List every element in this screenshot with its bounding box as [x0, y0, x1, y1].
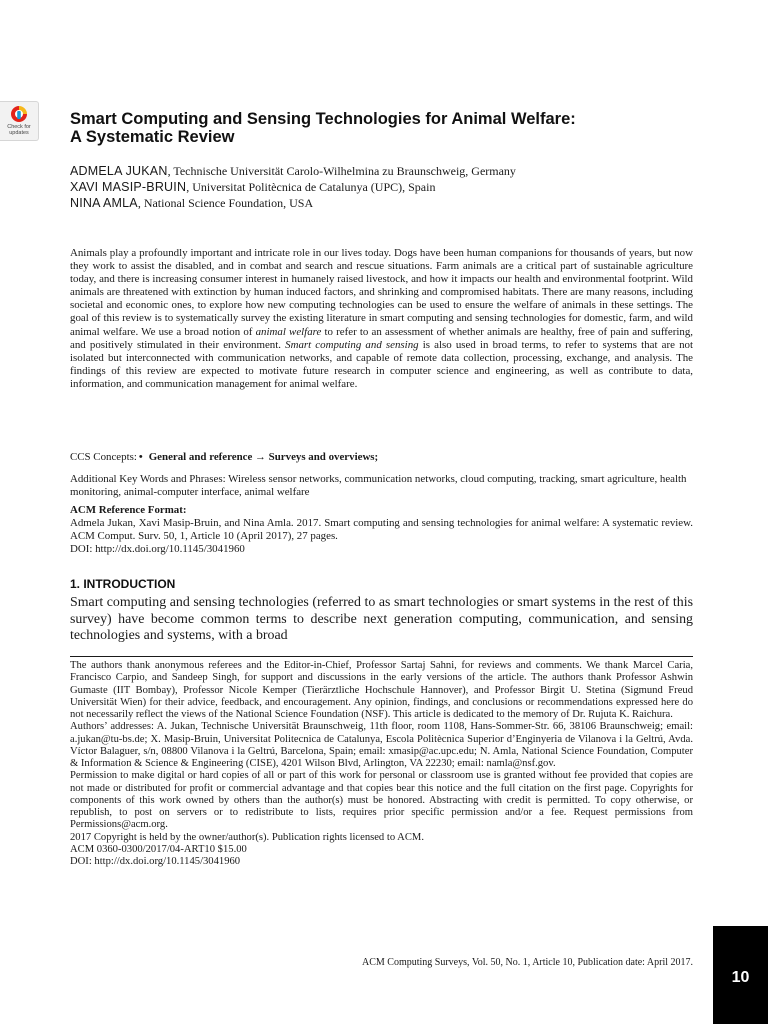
ccs-value: General and reference → Surveys and overviews;	[148, 451, 379, 463]
badge-line-1: Check for	[7, 124, 31, 130]
keywords: Additional Key Words and Phrases: Wireless sensor networks, communication networks, cloud computing, tracking, smart agriculture, health monitoring, animal-computer interface, animal welfare	[70, 473, 687, 499]
running-footer: ACM Computing Surveys, Vol. 50, No. 1, Article 10, Publication date: April 2017.	[361, 957, 693, 968]
abstract-part-3: is also used in broad terms, to refer to systems that are not isolated but interconnected with communication networks, and capable of remote data collection, processing, exchange, and analysis. The findings of this review are expected to motivate future research in computer science and engineering, as well as contribute to data, information, and communication management for animal welfare.	[70, 338, 693, 390]
footnote-doi-link[interactable]: DOI: http://dx.doi.org/10.1145/3041960	[70, 856, 241, 867]
acknowledgments: The authors thank anonymous referees and the Editor-in-Chief, Professor Sartaj Sahni, for reviews and comments. We thank Marcel Caria, Francisco Carpio, and Sandeep Singh, for support and discussions in the early versions of the article. The authors thank Professor Ashwin Gumaste (IIT Bombay), Professor Nicole Kemper (Tierärztliche Hochschule Hannover), and Professor Birgit U. Stetina (Sigmund Freud Universität Wien) for their advice, feedback, and encouragement. Any opinion, findings, and conclusions or recommendations expressed here do not necessarily reflect the views of the National Science Foundation (NSF). This article is dedicated to the memory of Dr. Rujuta K. Raichura.	[70, 660, 693, 720]
introduction-paragraph: Smart computing and sensing technologies (referred to as smart technologies or smart systems in the rest of this survey) have become common terms to describe next generation computing, communication, and sensing technologies and systems, with a broad	[70, 595, 693, 644]
author-entry	[70, 179, 730, 195]
ccs-concepts	[70, 451, 693, 464]
check-for-updates-badge[interactable]	[0, 101, 39, 141]
title-line-1: Smart Computing and Sensing Technologies for Animal Welfare:	[70, 110, 576, 128]
abstract-part-1: Animals play a profoundly important and intricate role in our lives today. Dogs have been human companions for thousands of years, but now they work to assist the disabled, and in combat and search and rescue situations. Farm animals are a critical part of sustainable agriculture today, and there is increasing consumer interest in humanely raised livestock, and how it impacts our health and environmental footprint. Wild animals are threatened with extinction by human induced factors, and shrinking and compromised habitats. There are many reasons, including societal and economic ones, to explore how new computing technologies can be used to ensure the welfare of animals in these settings. The goal of this review is to systematically survey the existing literature in smart computing and sensing technologies for domestic, farm, and wild animal welfare. We use a broad notion of	[70, 247, 693, 338]
title-line-2: A Systematic Review	[70, 128, 235, 146]
author-name: NINA AMLA	[70, 196, 138, 210]
acm-reference-format	[70, 504, 693, 556]
author-name: XAVI MASIP-BRUIN	[70, 180, 187, 194]
ccs-label: CCS Concepts:	[70, 451, 137, 463]
author-name: ADMELA JUKAN	[70, 164, 168, 178]
page-number: 10	[731, 969, 750, 986]
section-heading-introduction: 1. INTRODUCTION	[70, 577, 176, 591]
check-for-updates-icon	[10, 105, 28, 123]
footnotes	[70, 660, 693, 868]
reference-doi-link[interactable]: DOI: http://dx.doi.org/10.1145/3041960	[70, 543, 245, 556]
reference-citation: Admela Jukan, Xavi Masip-Bruin, and Nina Amla. 2017. Smart computing and sensing technologies for animal welfare: A systematic review. ACM Comput. Surv. 50, 1, Article 10 (April 2017), 27 pages.	[70, 517, 693, 543]
author-affiliation: , Technische Universität Carolo-Wilhelmina zu Braunschweig, Germany	[167, 164, 516, 178]
copyright-notice: 2017 Copyright is held by the owner/author(s). Publication rights licensed to ACM.	[70, 831, 424, 843]
reference-heading: ACM Reference Format:	[70, 504, 187, 516]
author-entry	[70, 195, 730, 211]
paper-title	[70, 110, 710, 146]
ccs-bullet: •	[138, 451, 143, 463]
authors-addresses: Authors’ addresses: A. Jukan, Technische Universität Braunschweig, 11th floor, room 1108, Hans-Sommer-Str. 66, 38106 Braunschweig; email: a.jukan@tu-bs.de; X. Masip-Bruin, Universitat Politecnica de Catalunya, Escola Politècnica Superior d’Enginyeria de Vilanova i la Geltrú, Avda. Víctor Balaguer, s/n, 08800 Vilanova i la Geltrú, Barcelona, Spain; email: xmasip@ac.upc.edu; N. Amla, National Science Foundation, Computer & Information & Science & Engineering (CISE), 4201 Wilson Blvd, Arlington, VA 22230; email: namla@nsf.gov.	[70, 721, 693, 769]
footnote-divider	[70, 656, 693, 657]
author-affiliation: , National Science Foundation, USA	[137, 196, 314, 210]
badge-line-2: updates	[9, 130, 29, 136]
permission-notice: Permission to make digital or hard copies of all or part of this work for personal or classroom use is granted without fee provided that copies are not made or distributed for profit or commercial advantage and that copies bear this notice and the full citation on the first page. Copyrights for components of this work owned by others than the author(s) must be honored. Abstracting with credit is permitted. To copy otherwise, or republish, to post on servers or to redistribute to lists, requires prior specific permission and/or a fee. Request permissions from Permissions@acm.org.	[70, 770, 693, 831]
author-affiliation: , Universitat Politècnica de Catalunya (UPC), Spain	[186, 180, 436, 194]
author-list	[70, 163, 730, 211]
author-entry	[70, 163, 730, 179]
abstract-italic-term-2: Smart computing and sensing	[285, 338, 419, 351]
page-number-tab	[713, 926, 768, 1024]
abstract-part-2: to refer to an assessment of whether animals are healthy, free of pain and suffering, and positively stimulated in their environment.	[70, 325, 693, 351]
abstract	[70, 247, 693, 391]
issn-line: ACM 0360-0300/2017/04-ART10 $15.00	[70, 843, 247, 855]
abstract-italic-term-1: animal welfare	[255, 325, 322, 338]
